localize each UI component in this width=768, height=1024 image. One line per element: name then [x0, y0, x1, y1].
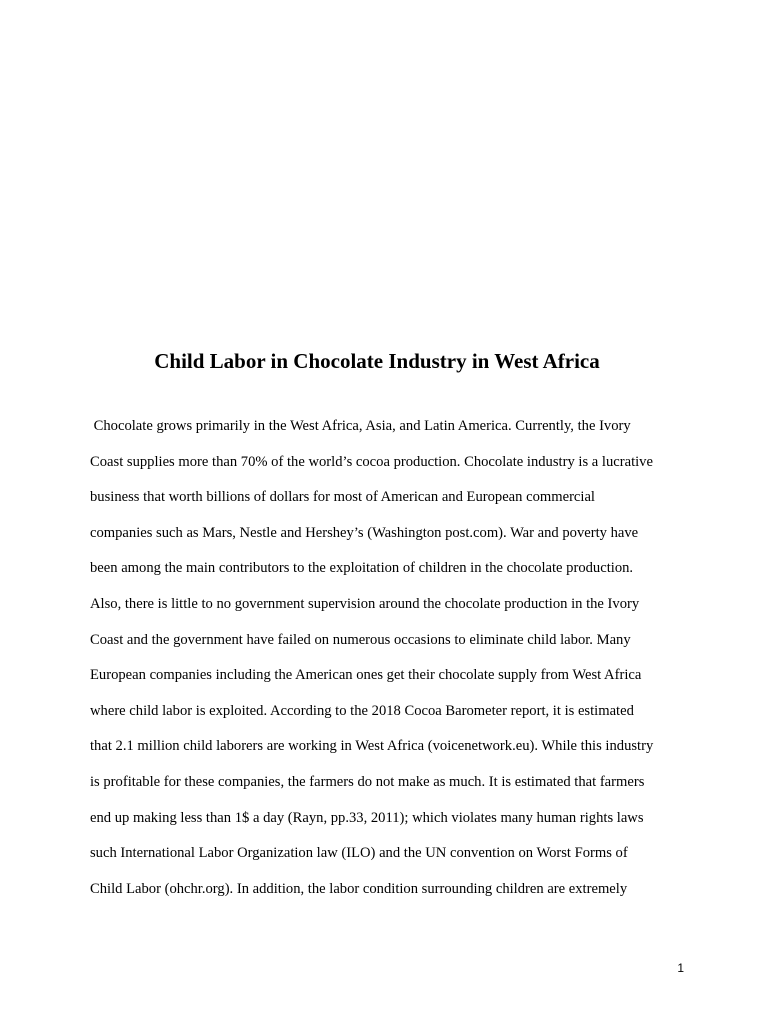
body-line: companies such as Mars, Nestle and Hershey’s (Washington post.com). War and poverty have	[90, 524, 639, 541]
body-line: end up making less than 1$ a day (Rayn, pp.33, 2011); which violates many human rights laws	[90, 809, 644, 826]
body-line: Chocolate grows primarily in the West Africa, Asia, and Latin America. Currently, the Ivory	[90, 418, 631, 434]
body-line: Coast supplies more than 70% of the world’s cocoa production. Chocolate industry is a lucrative	[90, 453, 653, 470]
body-line: Also, there is little to no government supervision around the chocolate production in the Ivory	[90, 595, 640, 612]
body-line: Coast and the government have failed on numerous occasions to eliminate child labor. Many	[90, 631, 631, 648]
body-line: Child Labor (ohchr.org). In addition, the labor condition surrounding children are extremely	[90, 880, 628, 897]
body-line: business that worth billions of dollars for most of American and European commercial	[90, 489, 595, 506]
document-title: Child Labor in Chocolate Industry in West Africa	[154, 349, 600, 373]
page-number: 1	[677, 961, 684, 975]
body-line: European companies including the American ones get their chocolate supply from West Africa	[90, 667, 642, 684]
body-line: where child labor is exploited. According to the 2018 Cocoa Barometer report, it is estimated	[90, 702, 634, 719]
body-line: such International Labor Organization law (ILO) and the UN convention on Worst Forms of	[90, 845, 628, 862]
body-line: is profitable for these companies, the farmers do not make as much. It is estimated that farmers	[90, 773, 645, 790]
document-body	[90, 409, 710, 907]
body-line: that 2.1 million child laborers are working in West Africa (voicenetwork.eu). While this industry	[90, 738, 654, 755]
body-line: been among the main contributors to the exploitation of children in the chocolate production.	[90, 560, 634, 577]
